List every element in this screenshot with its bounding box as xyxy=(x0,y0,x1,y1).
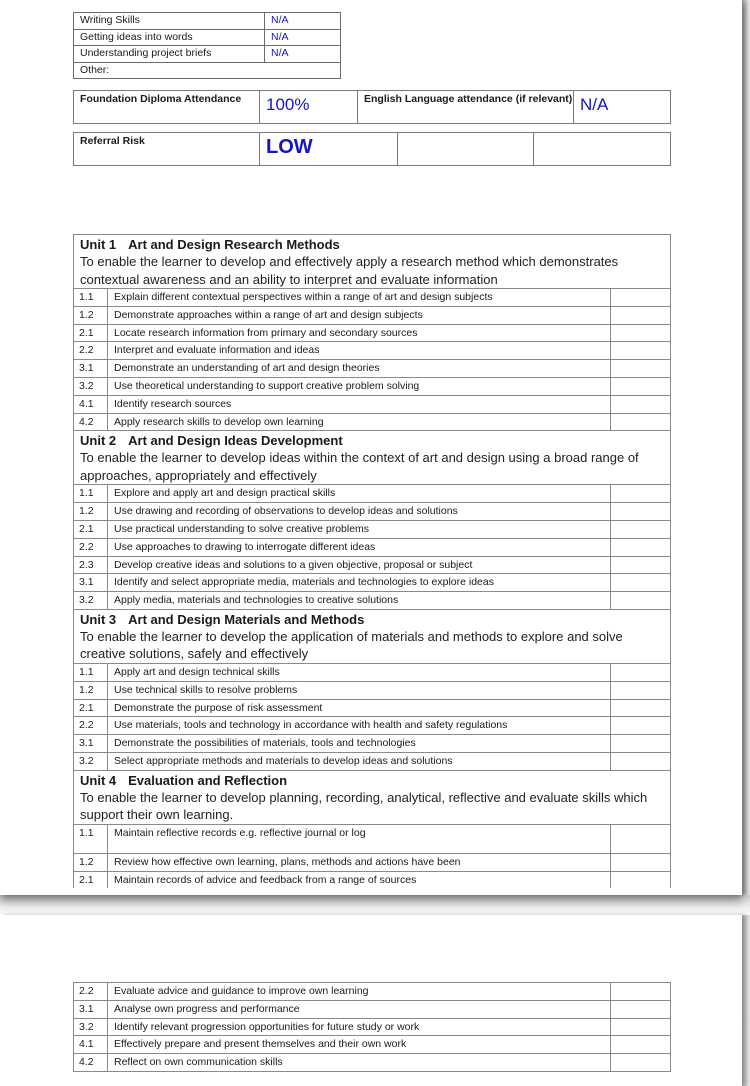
unit-header xyxy=(74,770,671,824)
criterion-number: 2.1 xyxy=(74,324,108,342)
skill-value: N/A xyxy=(265,29,341,46)
criterion-text: Use materials, tools and technology in accordance with health and safety regulations xyxy=(108,717,611,735)
criterion-check-cell[interactable] xyxy=(611,503,671,521)
foundation-attendance-label: Foundation Diploma Attendance xyxy=(74,91,260,124)
criterion-number: 1.2 xyxy=(74,306,108,324)
criterion-number: 1.2 xyxy=(74,503,108,521)
unit-name: Art and Design Research Methods xyxy=(128,237,340,252)
criterion-check-cell[interactable] xyxy=(611,592,671,610)
referral-risk-value: LOW xyxy=(260,133,398,166)
criterion-number: 3.2 xyxy=(74,377,108,395)
criterion-text: Apply media, materials and technologies to creative solutions xyxy=(108,592,611,610)
referral-empty-cell xyxy=(534,133,671,166)
criterion-row xyxy=(74,324,671,342)
unit-description: To enable the learner to develop the application of materials and methods to explore and solve creative solutions, safely and effectively xyxy=(80,628,623,662)
unit-number: Unit 2 xyxy=(80,433,117,449)
criterion-row xyxy=(74,556,671,574)
criterion-text: Use drawing and recording of observations to develop ideas and solutions xyxy=(108,503,611,521)
criterion-text: Use theoretical understanding to support creative problem solving xyxy=(108,377,611,395)
criterion-check-cell[interactable] xyxy=(611,1036,671,1054)
criterion-number: 3.1 xyxy=(74,360,108,378)
criterion-number: 2.1 xyxy=(74,520,108,538)
unit-header-row xyxy=(74,431,671,485)
criterion-text: Explain different contextual perspectives within a range of art and design subjects xyxy=(108,289,611,307)
criterion-text: Demonstrate the purpose of risk assessment xyxy=(108,699,611,717)
criterion-row xyxy=(74,342,671,360)
criterion-text: Use technical skills to resolve problems xyxy=(108,681,611,699)
criterion-number: 4.2 xyxy=(74,1054,108,1072)
criterion-check-cell[interactable] xyxy=(611,853,671,871)
unit-number: Unit 1 xyxy=(80,237,117,252)
criterion-check-cell[interactable] xyxy=(611,289,671,307)
criterion-text: Maintain reflective records e.g. reflective journal or log xyxy=(108,824,611,853)
criterion-check-cell[interactable] xyxy=(611,752,671,770)
skills-table xyxy=(73,12,341,79)
criterion-text: Effectively prepare and present themselves and their own work xyxy=(108,1036,611,1054)
unit-title xyxy=(80,612,670,628)
criterion-check-cell[interactable] xyxy=(611,360,671,378)
criterion-check-cell[interactable] xyxy=(611,871,671,888)
skill-label: Understanding project briefs xyxy=(74,46,265,63)
criterion-check-cell[interactable] xyxy=(611,699,671,717)
criterion-row xyxy=(74,520,671,538)
criterion-row xyxy=(74,289,671,307)
criterion-number: 2.2 xyxy=(74,983,108,1001)
criterion-check-cell[interactable] xyxy=(611,556,671,574)
criterion-check-cell[interactable] xyxy=(611,520,671,538)
unit-header-row xyxy=(74,235,671,289)
criterion-text: Review how effective own learning, plans, methods and actions have been xyxy=(108,853,611,871)
unit-number: Unit 3 xyxy=(80,611,117,627)
criterion-check-cell[interactable] xyxy=(611,1054,671,1072)
criterion-text: Interpret and evaluate information and ideas xyxy=(108,342,611,360)
unit-header-row xyxy=(74,609,671,663)
criterion-row xyxy=(74,485,671,503)
referral-risk-label: Referral Risk xyxy=(74,133,260,166)
units-table xyxy=(73,234,671,888)
criterion-text: Maintain records of advice and feedback from a range of sources xyxy=(108,871,611,888)
skills-row xyxy=(74,13,341,30)
criterion-row xyxy=(74,503,671,521)
criterion-check-cell[interactable] xyxy=(611,983,671,1001)
criterion-row xyxy=(74,871,671,888)
criterion-number: 4.1 xyxy=(74,1036,108,1054)
unit-description: To enable the learner to develop planning, recording, analytical, reflective and evaluate skills which support their own learning. xyxy=(80,789,648,823)
criterion-text: Use approaches to drawing to interrogate different ideas xyxy=(108,538,611,556)
unit-name: Art and Design Materials and Methods xyxy=(128,611,365,627)
criterion-row xyxy=(74,1036,671,1054)
criterion-row xyxy=(74,1000,671,1018)
criterion-row xyxy=(74,395,671,413)
skills-row xyxy=(74,46,341,63)
unit-header xyxy=(74,235,671,289)
criterion-number: 3.1 xyxy=(74,735,108,753)
criterion-check-cell[interactable] xyxy=(611,574,671,592)
criterion-row xyxy=(74,306,671,324)
criterion-check-cell[interactable] xyxy=(611,663,671,681)
unit-description: To enable the learner to develop ideas within the context of art and design using a broad range of approaches, appropriately and effectively xyxy=(80,450,639,483)
criterion-check-cell[interactable] xyxy=(611,538,671,556)
criterion-check-cell[interactable] xyxy=(611,377,671,395)
unit-number: Unit 4 xyxy=(80,772,117,788)
skill-value: N/A xyxy=(265,13,341,30)
skill-label-other: Other: xyxy=(74,62,341,79)
criterion-check-cell[interactable] xyxy=(611,485,671,503)
skill-label: Writing Skills xyxy=(74,13,265,30)
criterion-row xyxy=(74,663,671,681)
criterion-text: Identify relevant progression opportunities for future study or work xyxy=(108,1018,611,1036)
criterion-text: Explore and apply art and design practical skills xyxy=(108,485,611,503)
criterion-check-cell[interactable] xyxy=(611,1000,671,1018)
unit-title xyxy=(80,237,670,253)
unit-title xyxy=(80,773,670,789)
criterion-row xyxy=(74,735,671,753)
criterion-number: 3.1 xyxy=(74,1000,108,1018)
skills-row xyxy=(74,62,341,79)
window-edge-shadow xyxy=(742,0,750,1086)
criterion-number: 1.1 xyxy=(74,289,108,307)
units-table-continued xyxy=(73,982,671,1072)
criterion-number: 1.1 xyxy=(74,824,108,853)
criterion-row xyxy=(74,717,671,735)
criterion-number: 1.2 xyxy=(74,681,108,699)
criterion-check-cell[interactable] xyxy=(611,413,671,431)
criterion-number: 1.1 xyxy=(74,485,108,503)
criterion-number: 2.2 xyxy=(74,538,108,556)
english-attendance-value: N/A xyxy=(574,91,671,124)
unit-name: Art and Design Ideas Development xyxy=(128,433,343,449)
criterion-number: 4.1 xyxy=(74,395,108,413)
criterion-check-cell[interactable] xyxy=(611,717,671,735)
criterion-text: Identify and select appropriate media, materials and technologies to explore ideas xyxy=(108,574,611,592)
criterion-row xyxy=(74,1018,671,1036)
criterion-number: 1.2 xyxy=(74,853,108,871)
criterion-number: 2.1 xyxy=(74,699,108,717)
foundation-attendance-value: 100% xyxy=(260,91,358,124)
criterion-row xyxy=(74,360,671,378)
criterion-check-cell[interactable] xyxy=(611,342,671,360)
attendance-table xyxy=(73,90,671,124)
criterion-text: Develop creative ideas and solutions to a given objective, proposal or subject xyxy=(108,556,611,574)
criterion-text: Analyse own progress and performance xyxy=(108,1000,611,1018)
unit-name: Evaluation and Reflection xyxy=(128,772,288,788)
skill-value: N/A xyxy=(265,46,341,63)
criterion-row xyxy=(74,983,671,1001)
referral-table xyxy=(73,132,671,166)
criterion-text: Evaluate advice and guidance to improve own learning xyxy=(108,983,611,1001)
criterion-number: 3.2 xyxy=(74,592,108,610)
unit-header xyxy=(74,431,671,485)
unit-header xyxy=(74,609,671,663)
criterion-row xyxy=(74,538,671,556)
referral-empty-cell xyxy=(398,133,534,166)
criterion-number: 3.2 xyxy=(74,752,108,770)
unit-title xyxy=(80,433,670,449)
criterion-check-cell[interactable] xyxy=(611,324,671,342)
criterion-text: Apply art and design technical skills xyxy=(108,663,611,681)
criterion-text: Demonstrate the possibilities of materials, tools and technologies xyxy=(108,735,611,753)
criterion-row xyxy=(74,752,671,770)
criterion-number: 2.3 xyxy=(74,556,108,574)
criterion-text: Reflect on own communication skills xyxy=(108,1054,611,1072)
criterion-number: 3.1 xyxy=(74,574,108,592)
criterion-row xyxy=(74,1054,671,1072)
criterion-check-cell[interactable] xyxy=(611,395,671,413)
criterion-text: Apply research skills to develop own learning xyxy=(108,413,611,431)
unit-header-row xyxy=(74,770,671,824)
criterion-row xyxy=(74,413,671,431)
criterion-number: 4.2 xyxy=(74,413,108,431)
criterion-number: 3.2 xyxy=(74,1018,108,1036)
page-break xyxy=(0,895,750,915)
criterion-check-cell[interactable] xyxy=(611,1018,671,1036)
criterion-number: 2.2 xyxy=(74,342,108,360)
criterion-row xyxy=(74,574,671,592)
criterion-number: 2.1 xyxy=(74,871,108,888)
criterion-text: Identify research sources xyxy=(108,395,611,413)
criterion-number: 1.1 xyxy=(74,663,108,681)
criterion-row xyxy=(74,592,671,610)
criterion-check-cell[interactable] xyxy=(611,735,671,753)
criterion-row xyxy=(74,699,671,717)
skill-label: Getting ideas into words xyxy=(74,29,265,46)
criterion-text: Demonstrate an understanding of art and design theories xyxy=(108,360,611,378)
criterion-text: Demonstrate approaches within a range of art and design subjects xyxy=(108,306,611,324)
criterion-check-cell[interactable] xyxy=(611,824,671,853)
skills-row xyxy=(74,29,341,46)
criterion-row xyxy=(74,853,671,871)
criterion-check-cell[interactable] xyxy=(611,306,671,324)
criterion-check-cell[interactable] xyxy=(611,681,671,699)
criterion-text: Locate research information from primary and secondary sources xyxy=(108,324,611,342)
criterion-text: Select appropriate methods and materials to develop ideas and solutions xyxy=(108,752,611,770)
criterion-row xyxy=(74,377,671,395)
criterion-row xyxy=(74,681,671,699)
criterion-text: Use practical understanding to solve creative problems xyxy=(108,520,611,538)
criterion-number: 2.2 xyxy=(74,717,108,735)
english-attendance-label: English Language attendance (if relevant) xyxy=(358,91,574,124)
unit-description: To enable the learner to develop and effectively apply a research method which demonstrates contextual awareness and an ability to interpret and evaluate information xyxy=(80,254,619,287)
criterion-row xyxy=(74,824,671,853)
